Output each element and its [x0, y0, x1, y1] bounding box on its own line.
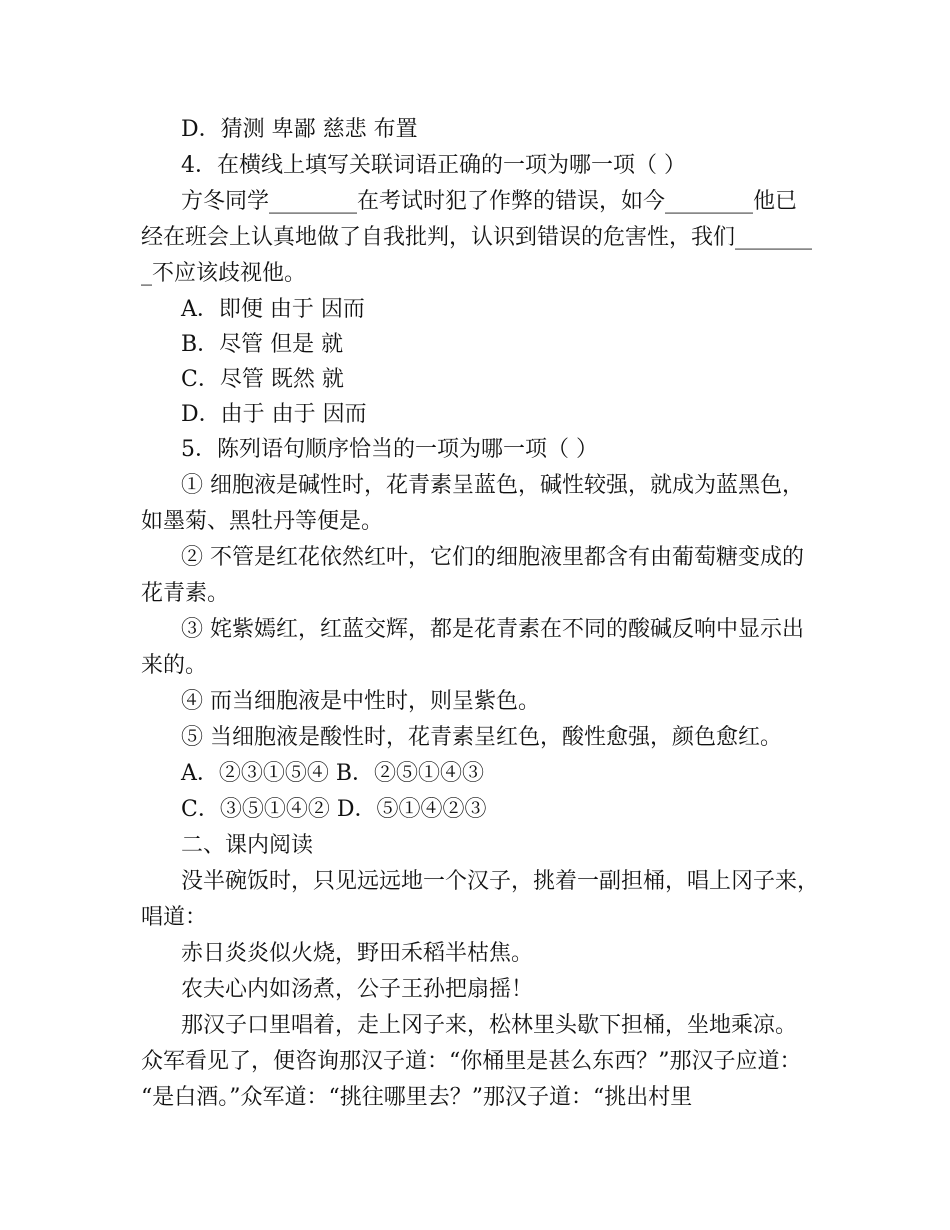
question-4-stem-line [0, 148, 950, 184]
reading-paragraph-1-text-2: 唱道： [141, 905, 208, 930]
sentence-2-text-2: 花青素。 [141, 581, 230, 606]
question-4-passage-line-3 [0, 256, 950, 292]
reading-paragraph-1-line-1 [0, 864, 950, 900]
question-4-option-b: B．尽管 但是 就 [181, 332, 344, 357]
question-4-option-c-line [0, 362, 950, 398]
reading-paragraph-2-line-3 [0, 1080, 950, 1116]
sentence-1-text-2: 如墨菊、黑牡丹等便是。 [141, 509, 384, 534]
question-4-stem: 4．在横线上填写关联词语正确的一项为哪一项（ ） [181, 153, 686, 178]
reading-paragraph-2-text-2: 众军看见了，便咨询那汉子道：“你桶里是甚么东西？”那汉子应道： [141, 1049, 802, 1074]
sentence-2-line-2 [0, 576, 950, 612]
sentence-3-text-2: 来的。 [141, 653, 208, 678]
sentence-4-line [0, 684, 950, 720]
question-4-passage-line-2 [0, 220, 950, 256]
question-3-option-d-line [0, 112, 950, 148]
question-3-option-d: D．猜测 卑鄙 慈悲 布置 [181, 117, 418, 142]
question-5-options-cd-line [0, 792, 950, 828]
question-5-stem: 5．陈列语句顺序恰当的一项为哪一项（ ） [181, 437, 598, 462]
sentence-4-text: ④ 而当细胞液是中性时，则呈紫色。 [181, 689, 540, 714]
reading-paragraph-2-line-1 [0, 1008, 950, 1044]
sentence-1-text-1: ① 细胞液是碱性时，花青素呈蓝色，碱性较强，就成为蓝黑色， [181, 473, 804, 498]
question-4-option-d: D．由于 由于 因而 [181, 402, 367, 427]
sentence-5-text: ⑤ 当细胞液是酸性时，花青素呈红色，酸性愈强，颜色愈红。 [181, 725, 782, 750]
question-4-option-d-line [0, 397, 950, 433]
question-5-options-ab-line [0, 756, 950, 792]
section-heading-line [0, 828, 950, 864]
question-4-passage-text-2: 经在班会上认真地做了自我批判，认识到错误的危害性，我们_______ [141, 225, 813, 250]
reading-paragraph-1-text-1: 没半碗饭时，只见远远地一个汉子，挑着一副担桶，唱上冈子来， [181, 869, 820, 894]
sentence-5-line [0, 720, 950, 756]
question-5-options-cd: C．③⑤①④② D．⑤①④②③ [181, 797, 487, 822]
reading-paragraph-2-text-3: “是白酒。”众军道：“挑往哪里去？”那汉子道：“挑出村里 [141, 1085, 693, 1110]
sentence-3-line-1 [0, 612, 950, 648]
reading-paragraph-2-text-1: 那汉子口里唱着，走上冈子来，松林里头歇下担桶，坐地乘凉。 [181, 1013, 798, 1038]
reading-paragraph-2-line-2 [0, 1044, 950, 1080]
question-4-passage-text-3: _不应该歧视他。 [141, 261, 307, 286]
sentence-1-line-1 [0, 468, 950, 504]
sentence-2-line-1 [0, 540, 950, 576]
reading-paragraph-1-line-2 [0, 900, 950, 936]
sentence-2-text-1: ② 不管是红花依然红叶，它们的细胞液里都含有由葡萄糖变成的 [181, 545, 804, 570]
question-4-option-c: C．尽管 既然 就 [181, 367, 344, 392]
sentence-1-line-2 [0, 504, 950, 540]
question-4-passage-text-1: 方冬同学________在考试时犯了作弊的错误，如今________他已 [181, 189, 798, 214]
question-4-option-a-line [0, 292, 950, 328]
section-heading: 二、课内阅读 [181, 833, 314, 858]
question-5-stem-line [0, 432, 950, 468]
question-4-option-a: A．即便 由于 因而 [181, 297, 365, 322]
poem-line-1 [0, 936, 950, 972]
poem-line-2 [0, 972, 950, 1008]
sentence-3-line-2 [0, 648, 950, 684]
question-4-passage-line-1 [0, 184, 950, 220]
poem-text-2: 农夫心内如汤煮，公子王孙把扇摇！ [181, 977, 534, 1002]
question-5-options-ab: A．②③①⑤④ B．②⑤①④③ [181, 761, 485, 786]
question-4-option-b-line [0, 327, 950, 363]
sentence-3-text-1: ③ 姹紫嫣红，红蓝交辉，都是花青素在不同的酸碱反响中显示出 [181, 617, 804, 642]
poem-text-1: 赤日炎炎似火烧，野田禾稻半枯焦。 [181, 941, 534, 966]
